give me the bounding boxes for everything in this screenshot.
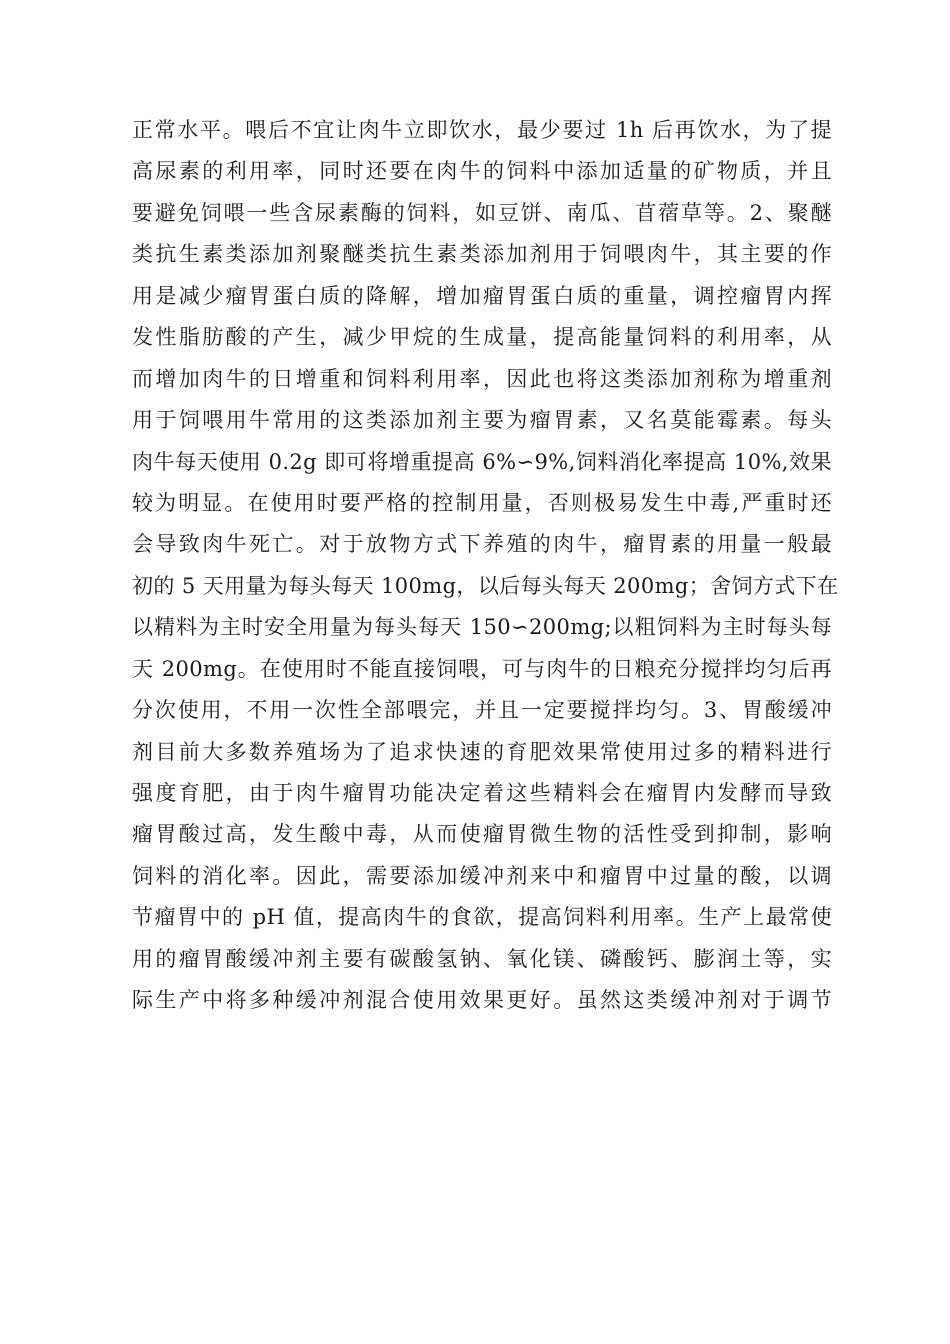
text-line: 会导致肉牛死亡。对于放物方式下养殖的肉牛，瘤胃素的用量一般最	[132, 532, 832, 557]
text-line: 节瘤胃中的 pH 值，提高肉牛的食欲，提高饲料利用率。生产上最常使	[132, 905, 832, 930]
text-line: 用是减少瘤胃蛋白质的降解，增加瘤胃蛋白质的重量，调控瘤胃内挥	[132, 283, 832, 308]
text-line: 类抗生素类添加剂聚醚类抗生素类添加剂用于饲喂肉牛，其主要的作	[132, 242, 832, 267]
text-line: 天 200mg。在使用时不能直接饲喂，可与肉牛的日粮充分搅拌均匀后再	[132, 656, 832, 681]
text-line: 肉牛每天使用 0.2g 即可将增重提高 6%∽9%,饲料消化率提高 10%,效果	[132, 449, 832, 474]
text-line: 饲料的消化率。因此，需要添加缓冲剂来中和瘤胃中过量的酸，以调	[132, 863, 832, 888]
text-line: 用于饲喂用牛常用的这类添加剂主要为瘤胃素，又名莫能霉素。每头	[132, 408, 832, 433]
text-line: 正常水平。喂后不宜让肉牛立即饮水，最少要过 1h 后再饮水，为了提	[132, 118, 832, 142]
text-line: 际生产中将多种缓冲剂混合使用效果更好。虽然这类缓冲剂对于调节	[132, 988, 832, 1013]
text-line: 强度育肥，由于肉牛瘤胃功能决定着这些精料会在瘤胃内发酵而导致	[132, 781, 832, 805]
text-line: 较为明显。在使用时要严格的控制用量，否则极易发生中毒,严重时还	[132, 490, 832, 515]
text-line: 要避免饲喂一些含尿素酶的饲料，如豆饼、南瓜、苜蓿草等。2、聚醚	[132, 200, 832, 225]
text-line: 而增加肉牛的日增重和饲料利用率，因此也将这类添加剂称为增重剂	[132, 366, 832, 391]
text-line: 瘤胃酸过高，发生酸中毒，从而使瘤胃微生物的活性受到抑制，影响	[132, 822, 832, 847]
text-line: 发性脂肪酸的产生，减少甲烷的生成量，提高能量饲料的利用率，从	[132, 325, 832, 350]
text-line: 初的 5 天用量为每头每天 100mg，以后每头每天 200mg；舍饲方式下在	[132, 573, 839, 598]
text-line: 高尿素的利用率，同时还要在肉牛的饲料中添加适量的矿物质，并且	[132, 159, 832, 184]
text-line: 剂目前大多数养殖场为了追求快速的育肥效果常使用过多的精料进行	[132, 739, 832, 764]
text-line: 分次使用，不用一次性全部喂完，并且一定要搅拌均匀。3、胃酸缓冲	[132, 698, 832, 723]
text-line: 用的瘤胃酸缓冲剂主要有碳酸氢钠、氧化镁、磷酸钙、膨润土等，实	[132, 946, 832, 971]
body-text	[132, 110, 839, 1022]
text-line: 以精料为主时安全用量为每头每天 150∽200mg;以粗饲料为主时每头每	[132, 615, 832, 640]
